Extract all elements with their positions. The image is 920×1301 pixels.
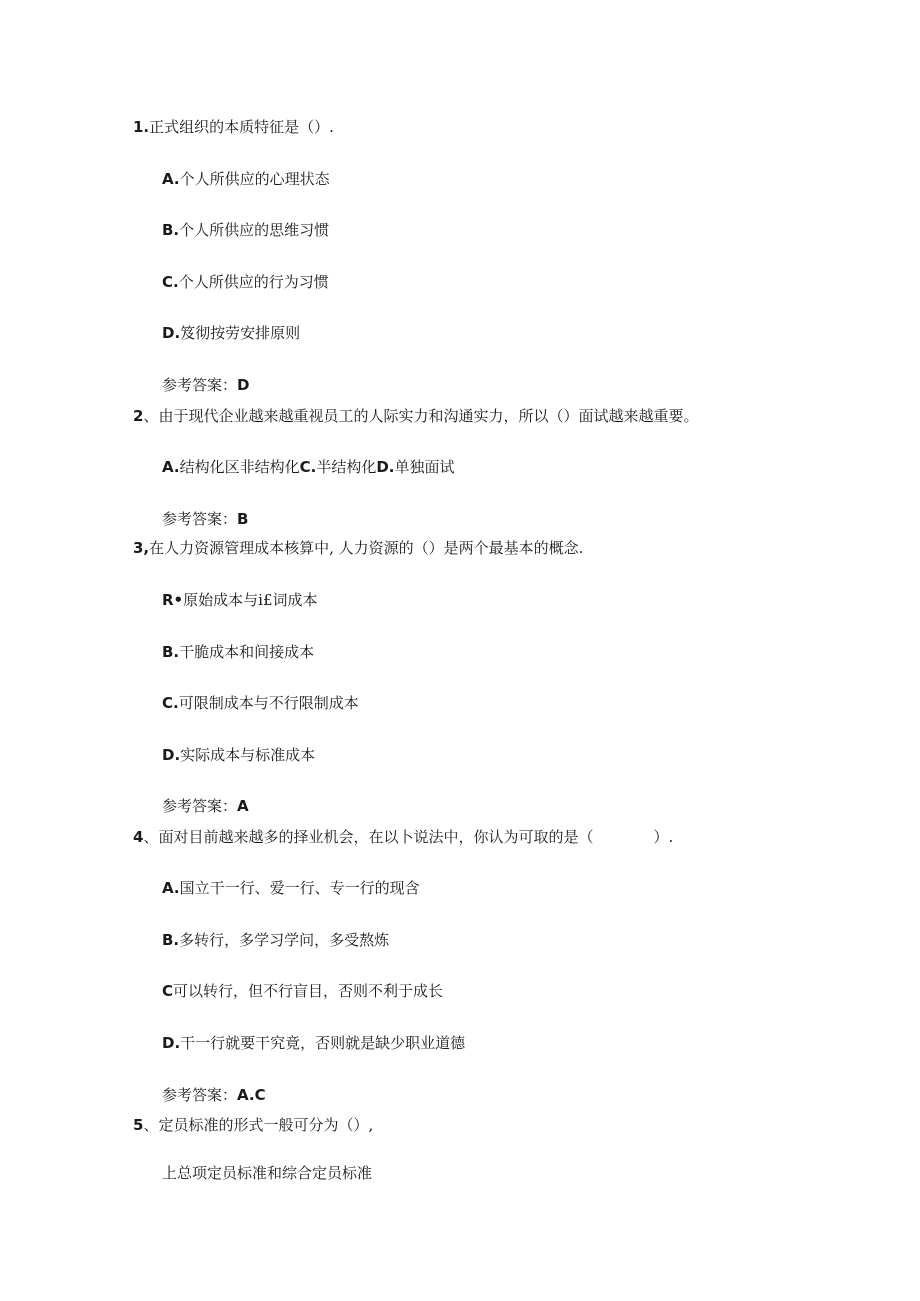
option-1c: C.个人所供应的行为习惯 (162, 273, 329, 291)
option-3b: B.干脆成本和间接成本 (162, 643, 315, 661)
option-4a: A.国立干一行、爱一行、专一行的现含 (162, 879, 420, 897)
answer-value: B (237, 510, 249, 528)
answer-2: 参考答案：B (162, 510, 249, 528)
option-5a: 上总项定员标准和综合定员标准 (162, 1164, 373, 1182)
option-4c: C可以转行，但不行盲目，否则不利于成长 (162, 982, 444, 1000)
question-number: 1. (133, 118, 150, 136)
answer-value: D (237, 376, 250, 394)
option-3c: C.可限制成本与不行限制成本 (162, 694, 359, 712)
question-5 (133, 1115, 373, 1135)
answer-1: 参考答案：D (162, 376, 250, 394)
option-4b: B.多转行，多学习学问，多受熬炼 (162, 931, 390, 949)
answer-value: A (237, 797, 249, 815)
option-1a: A.个人所供应的心理状态 (162, 170, 330, 188)
answer-3: 参考答案：A (162, 797, 249, 815)
question-1 (133, 117, 334, 137)
question-number: 2 (133, 407, 144, 425)
question-number: 3, (133, 539, 150, 557)
answer-value: A.C (237, 1086, 266, 1104)
options-2-inline: A.结构化区非结构化C.半结构化D.单独面试 (162, 458, 455, 476)
question-4 (133, 827, 673, 847)
question-2 (133, 406, 698, 426)
question-3 (133, 538, 583, 558)
question-number: 5 (133, 1116, 144, 1134)
question-text: 、定员标准的形式一般可分为（）, (143, 1116, 374, 1134)
option-1b: B.个人所供应的思维习惯 (162, 221, 330, 239)
option-4d: D.干一行就要干究竟，否则就是缺少职业道德 (162, 1034, 466, 1052)
option-3a: R•原始成本与i£词成本 (162, 591, 318, 609)
question-text: 、面对目前越来越多的择业机会，在以卜说法中，你认为可取的是（ ）. (143, 828, 674, 846)
option-3d: D.实际成本与标准成本 (162, 746, 316, 764)
question-text: 在人力资源管理成本核算中, 人力资源的（）是两个最基本的概念. (149, 539, 584, 557)
question-text: 正式组织的本质特征是（）. (149, 118, 334, 136)
answer-4: 参考答案：A.C (162, 1086, 266, 1104)
option-1d: D.笈彻按劳安排原则 (162, 324, 301, 342)
question-number: 4 (133, 828, 144, 846)
question-text: 、由于现代企业越来越重视员工的人际实力和沟通实力，所以（）面试越来越重要。 (143, 407, 699, 425)
